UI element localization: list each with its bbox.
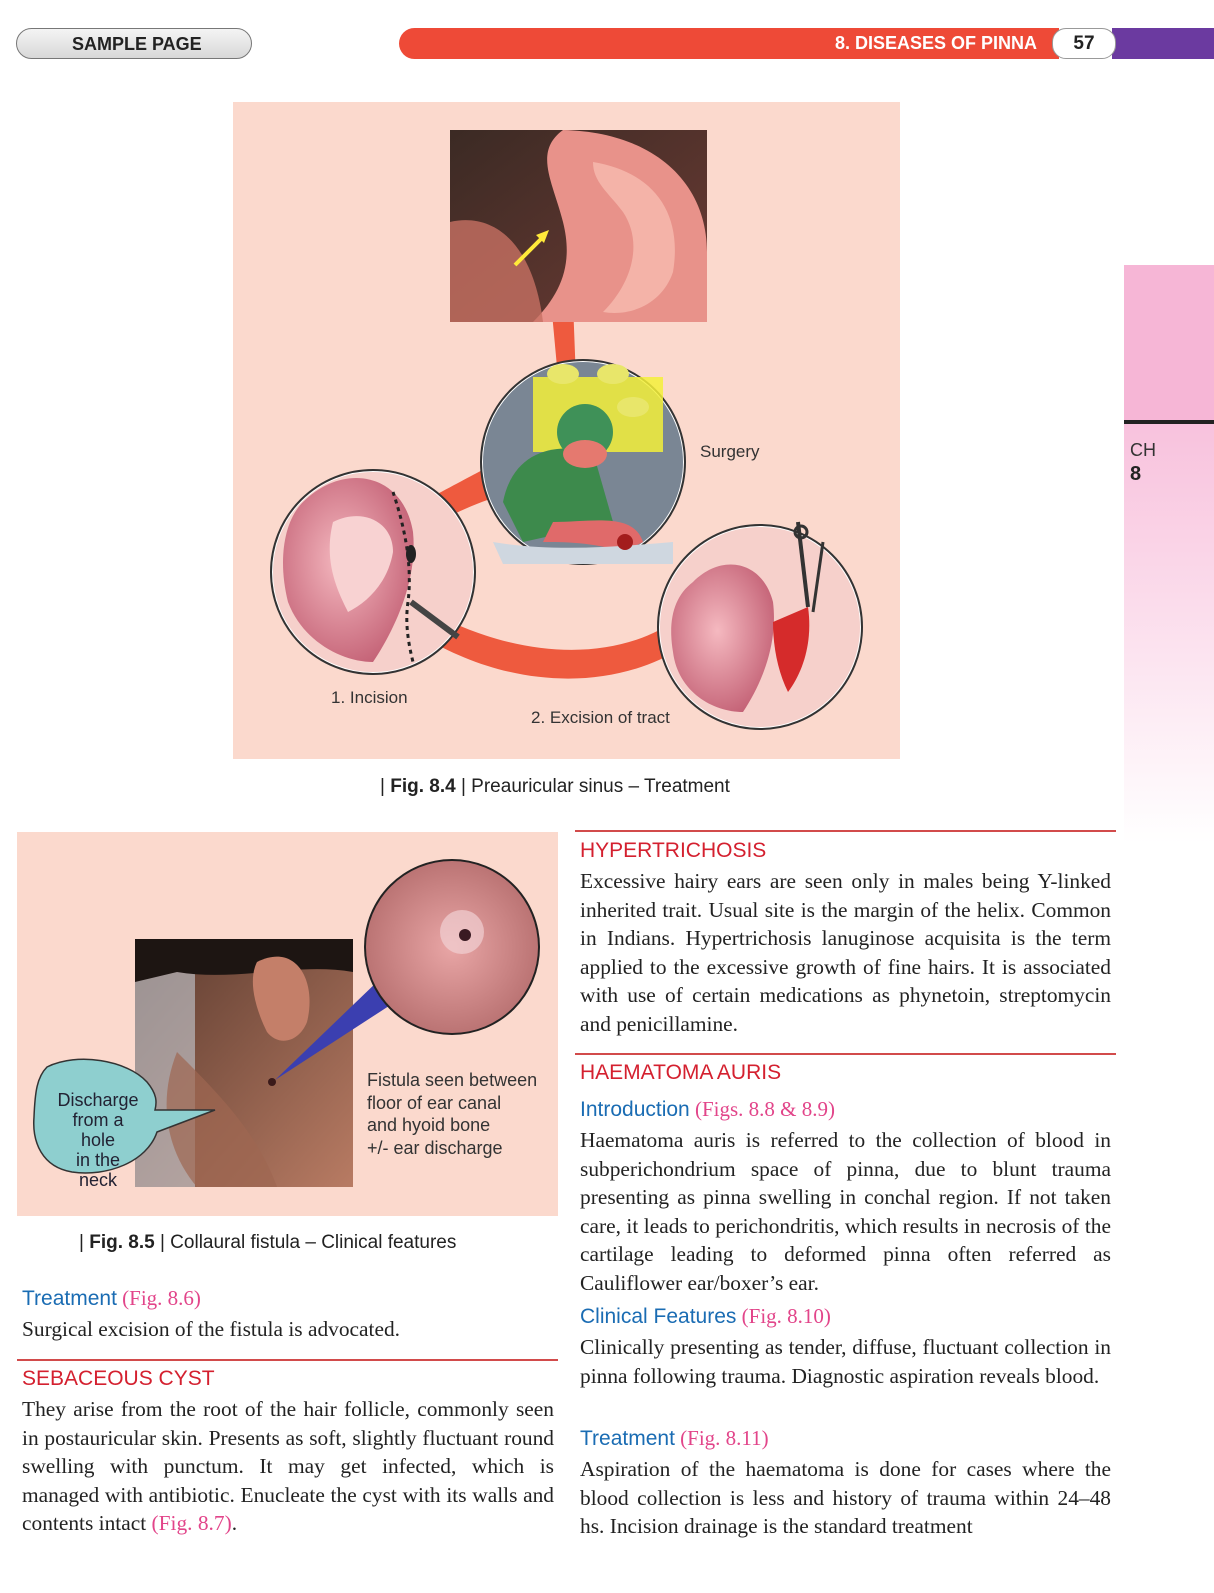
treatment-heading-left: Treatment (Fig. 8.6)	[22, 1286, 201, 1310]
haematoma-auris-heading: HAEMATOMA AURIS	[580, 1061, 782, 1084]
header-accent	[1112, 28, 1214, 59]
figure-8-5	[17, 832, 558, 1216]
fistula-description: Fistula seen between floor of ear canal and hyoid bone +/- ear discharge	[367, 1070, 538, 1158]
hypertrichosis-text: Excessive hairy ears are seen only in males being Y-linked inherited trait. Usual site is the margin of the helix. Common in Indians. Hypertrichosis lanuginose acquisita is the term applied to the excessive growth of fine hairs. It is associated with use of certain medications as phynetoin, streptomycin and penicillamine.	[580, 869, 1111, 1036]
label-surgery: Surgery	[700, 442, 760, 461]
fistula-zoom-circle	[364, 859, 540, 1035]
clinical-features-text: Clinically presenting as tender, diffuse, fluctuant collection in pinna following trauma. Diagnostic aspiration reveals blood.	[580, 1335, 1111, 1388]
figure-8-4-caption: | Fig. 8.4 | Preauricular sinus – Treatment	[380, 776, 730, 797]
preauricular-sinus-treatment-illustration	[233, 102, 900, 759]
section-divider	[575, 1053, 1116, 1055]
treatment-text-left: Surgical excision of the fistula is advocated.	[22, 1317, 401, 1341]
side-tab-gradient	[1124, 424, 1214, 844]
hypertrichosis-heading: HYPERTRICHOSIS	[580, 839, 767, 862]
incision-circle	[271, 470, 475, 674]
sebaceous-cyst-text: They arise from the root of the hair follicle, commonly seen in postauricular skin. Presents as soft, slightly fluctuant round swelling with punctum. It may get infected, which is managed with antibiotic. Enucleate the cyst with its walls and contents intact (Fig. 8.7).	[22, 1397, 554, 1535]
excision-circle	[658, 522, 862, 729]
clinical-features-heading: Clinical Features (Fig. 8.10)	[580, 1304, 831, 1328]
treatment-text-right: Aspiration of the haematoma is done for cases where the blood collection is less and history of trauma within 24–48 hs. Incision drainage is the standard treatment	[580, 1457, 1111, 1538]
sample-page-label: SAMPLE PAGE	[16, 28, 252, 59]
treatment-heading-right: Treatment (Fig. 8.11)	[580, 1426, 769, 1450]
chapter-header-bar	[399, 28, 1059, 59]
label-incision: 1. Incision	[331, 688, 408, 707]
page-number: 57	[1052, 28, 1116, 59]
chapter-side-tab	[1124, 265, 1214, 420]
introduction-heading: Introduction (Figs. 8.8 & 8.9)	[580, 1097, 836, 1121]
figure-8-4	[233, 102, 900, 759]
section-divider	[575, 830, 1116, 832]
chapter-title: 8. DISEASES OF PINNA	[834, 33, 1037, 53]
sebaceous-cyst-heading: SEBACEOUS CYST	[22, 1367, 215, 1390]
patient-neck-photo	[135, 939, 353, 1187]
chapter-tab-label: CH	[1130, 440, 1156, 460]
section-divider	[17, 1359, 558, 1361]
surgery-circle	[481, 360, 685, 564]
label-excision: 2. Excision of tract	[531, 708, 670, 727]
ear-photo	[450, 130, 707, 322]
bubble-text: Discharge from a hole in the neck	[57, 1090, 139, 1190]
figure-8-5-caption: | Fig. 8.5 | Collaural fistula – Clinical features	[79, 1232, 457, 1253]
introduction-text: Haematoma auris is referred to the collection of blood in subperichondrium space of pinna, due to blunt trauma presenting as pinna swelling in conchal region. If not taken care, it leads to perichondritis, which results in necrosis of the cartilage leading to deformed pinna often referred as Cauliflower ear/boxer’s ear.	[580, 1128, 1111, 1295]
chapter-tab-number: 8	[1130, 463, 1142, 485]
